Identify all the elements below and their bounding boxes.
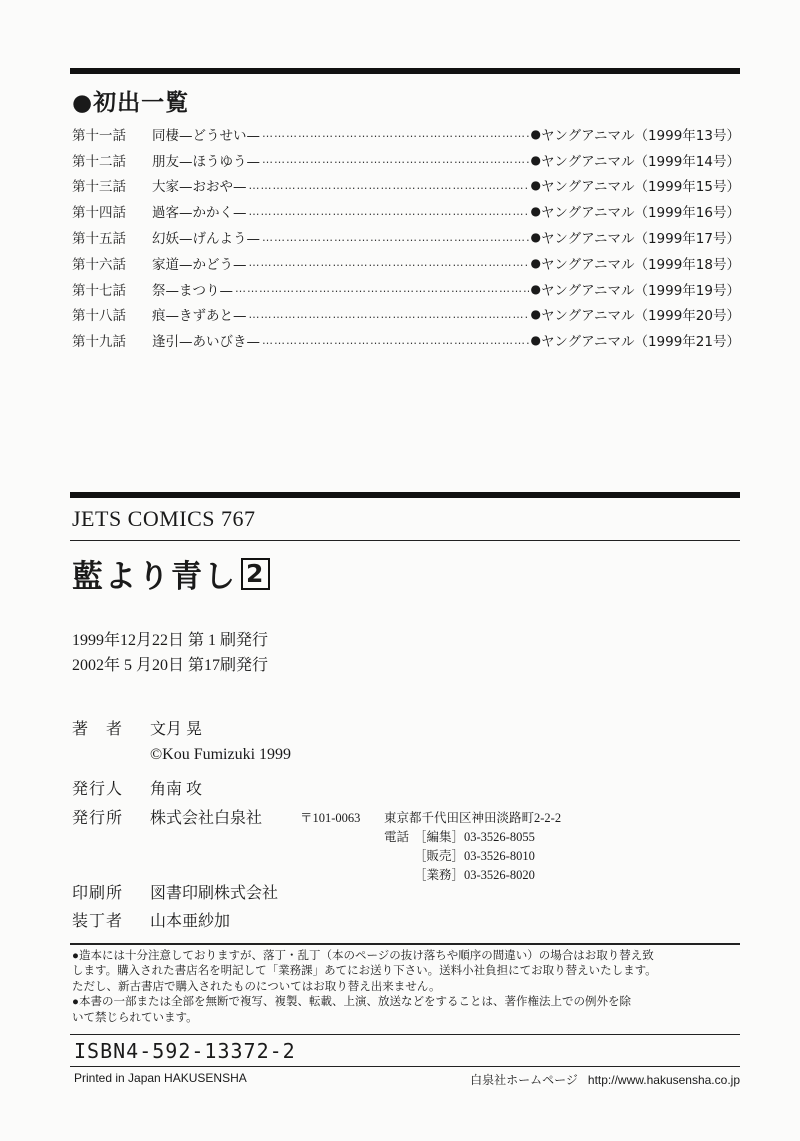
leader-dots — [249, 205, 529, 218]
chapter-row — [72, 327, 740, 353]
chapter-number: 第十五話 — [72, 231, 126, 248]
chapter-row — [72, 224, 740, 250]
leader-dots — [249, 256, 529, 269]
publisher-name: 株式会社白泉社 — [150, 810, 263, 827]
bullet-icon: ● — [530, 281, 542, 296]
leader-dots — [249, 179, 529, 192]
top-rule — [70, 68, 740, 74]
binder-label: 装丁者 — [72, 913, 124, 930]
chapter-number: 第十六話 — [72, 256, 126, 273]
series-rule — [70, 540, 740, 541]
bullet-icon: ● — [530, 307, 542, 322]
bullet-icon: ● — [530, 230, 542, 245]
book-title — [72, 551, 270, 596]
book-title-text: 藍より青し — [72, 559, 237, 595]
chapter-publication: ヤングアニマル（1999年19号） — [541, 282, 740, 299]
chapter-row — [72, 302, 740, 328]
phone-editorial: ［編集］03-3526-8055 — [414, 830, 535, 844]
volume-number: 2 — [241, 558, 270, 590]
chapter-title: 同棲—どうせい— — [152, 127, 260, 144]
publisher-person-label: 発行人 — [72, 781, 124, 798]
chapter-list — [72, 121, 740, 353]
leader-dots — [262, 127, 529, 140]
notice-line: ●本書の一部または全部を無断で複写、複製、転載、上演、放送などをすることは、著作権法上での例外を除 — [72, 996, 631, 1009]
postal-code: 〒101-0063 — [300, 811, 361, 825]
chapter-publication: ヤングアニマル（1999年18号） — [541, 256, 740, 273]
first-print-date: 1999年12月22日 第 1 刷発行 — [72, 632, 269, 649]
printer-name: 図書印刷株式会社 — [150, 885, 279, 902]
chapter-title: 家道—かどう— — [152, 256, 247, 273]
leader-dots — [262, 231, 529, 244]
bullet-icon: ● — [530, 204, 542, 219]
chapter-number: 第十一話 — [72, 127, 126, 144]
chapter-row — [72, 147, 740, 173]
author-label: 著 者 — [72, 721, 124, 738]
notice-block — [72, 949, 744, 1026]
leader-dots — [262, 153, 529, 166]
chapter-publication: ヤングアニマル（1999年13号） — [541, 127, 740, 144]
chapter-row — [72, 121, 740, 147]
homepage — [470, 1071, 740, 1088]
chapter-number: 第十九話 — [72, 334, 126, 351]
notice-rule-top — [70, 943, 740, 945]
homepage-url[interactable]: http://www.hakusensha.co.jp — [587, 1073, 740, 1087]
notice-line: ●造本には十分注意しておりますが、落丁・乱丁（本のページの抜け落ちや順序の間違い）の場合はお取り替え致 — [72, 950, 654, 962]
first-appearance-title: ●初出一覧 — [72, 90, 190, 116]
homepage-label: 白泉社ホームページ — [470, 1073, 578, 1087]
middle-rule — [70, 492, 740, 498]
latest-print-date: 2002年 5 月20日 第17刷発行 — [72, 657, 269, 674]
chapter-title: 逢引—あいびき— — [152, 334, 260, 351]
chapter-title: 朋友—ほうゆう— — [152, 153, 260, 170]
bullet-icon: ● — [530, 178, 542, 193]
bullet-icon: ● — [530, 255, 542, 270]
address: 東京都千代田区神田淡路町2-2-2 — [384, 811, 562, 825]
chapter-title: 過客—かかく— — [152, 205, 247, 222]
chapter-number: 第十四話 — [72, 205, 126, 222]
bullet-icon: ● — [530, 126, 542, 141]
series-name: JETS COMICS 767 — [72, 506, 256, 531]
notice-line: ただし、新古書店で購入されたものについてはお取り替え出来ません。 — [72, 980, 441, 993]
isbn-rule — [70, 1066, 740, 1067]
chapter-title: 祭—まつり— — [152, 282, 233, 299]
chapter-number: 第十三話 — [72, 179, 126, 196]
phone-sales: ［販売］03-3526-8010 — [414, 849, 535, 863]
binder-name: 山本亜紗加 — [150, 913, 231, 930]
publisher-person: 角南 攻 — [150, 781, 203, 798]
chapter-row — [72, 173, 740, 199]
leader-dots — [249, 308, 529, 321]
chapter-number: 第十二話 — [72, 153, 126, 170]
printer-label: 印刷所 — [72, 885, 124, 902]
leader-dots — [262, 334, 529, 347]
chapter-row — [72, 250, 740, 276]
author-name: 文月 晃 — [150, 721, 203, 738]
copyright: ©Kou Fumizuki 1999 — [150, 746, 292, 763]
bullet-icon: ● — [530, 333, 542, 348]
chapter-row — [72, 198, 740, 224]
phone-business: ［業務］03-3526-8020 — [414, 868, 535, 882]
chapter-row — [72, 276, 740, 302]
chapter-publication: ヤングアニマル（1999年15号） — [541, 179, 740, 196]
chapter-publication: ヤングアニマル（1999年16号） — [541, 205, 740, 222]
chapter-title: 痕—きずあと— — [152, 308, 247, 325]
notice-rule-bottom — [70, 1034, 740, 1035]
chapter-title: 大家—おおや— — [152, 179, 247, 196]
notice-line: いて禁じられています。 — [72, 1011, 198, 1024]
chapter-title: 幻妖—げんよう— — [152, 231, 260, 248]
chapter-publication: ヤングアニマル（1999年20号） — [541, 308, 740, 325]
leader-dots — [235, 282, 529, 295]
chapter-publication: ヤングアニマル（1999年21号） — [541, 334, 740, 351]
chapter-publication: ヤングアニマル（1999年14号） — [541, 153, 740, 170]
chapter-number: 第十八話 — [72, 308, 126, 325]
isbn: ISBN4-592-13372-2 — [74, 1039, 296, 1063]
printed-in: Printed in Japan HAKUSENSHA — [74, 1071, 247, 1085]
publisher-label: 発行所 — [72, 810, 124, 827]
chapter-number: 第十七話 — [72, 282, 126, 299]
notice-line: します。購入された書店名を明記して「業務課」あてにお送り下さい。送料小社負担にてお取り替えいたします。 — [72, 965, 657, 978]
chapter-publication: ヤングアニマル（1999年17号） — [541, 231, 740, 248]
bullet-icon: ● — [530, 152, 542, 167]
phone-label: 電話 — [384, 830, 410, 844]
